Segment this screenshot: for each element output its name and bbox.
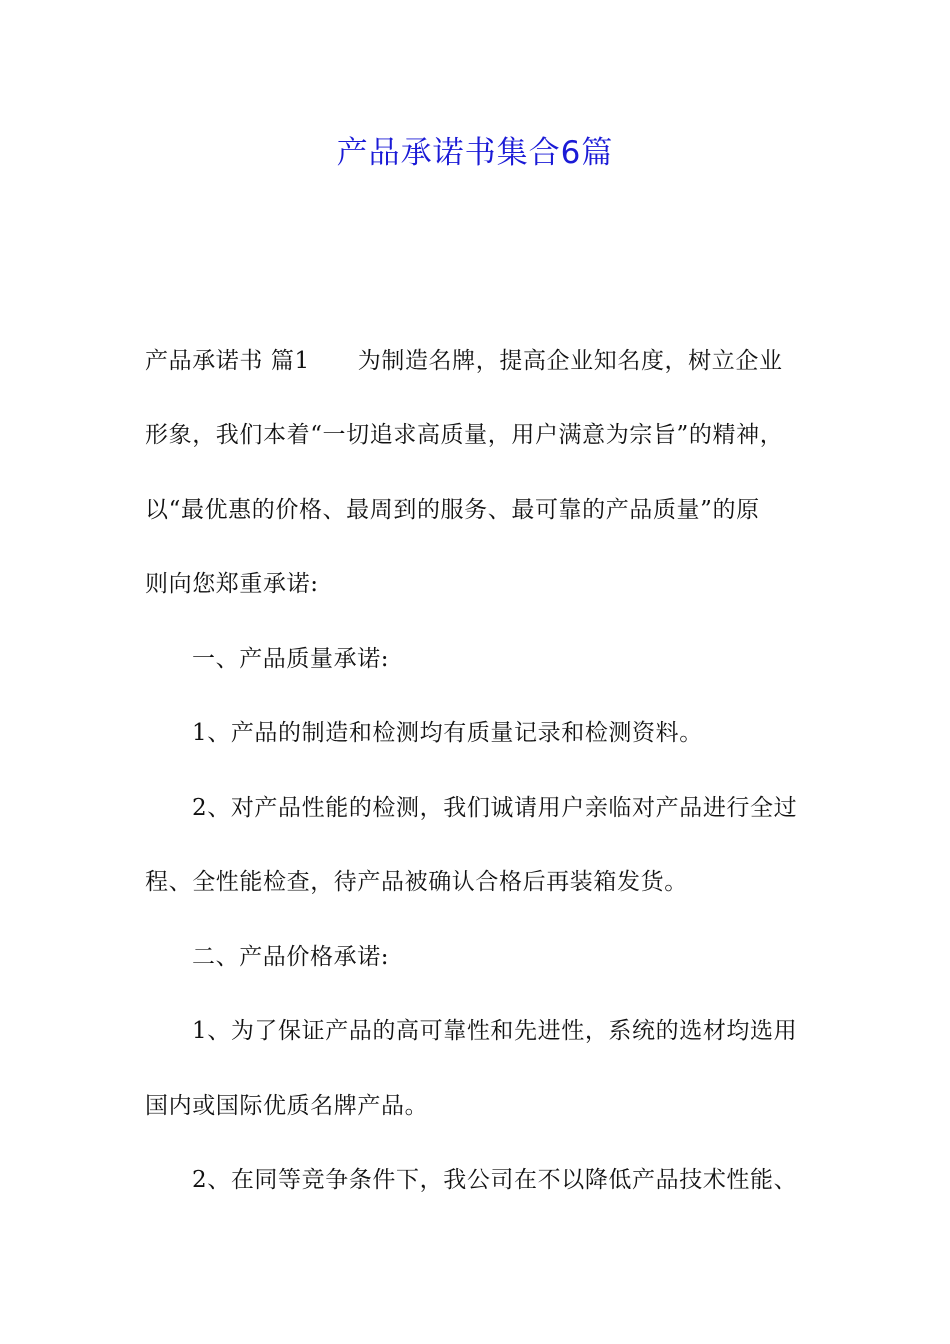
document-title: 产品承诺书集合6篇 [336,135,614,171]
paragraph-line-3: 以“最优惠的价格、最周到的服务、最可靠的产品质量”的原 [145,497,760,523]
paragraph-line-5: 1、产品的制造和检测均有质量记录和检测资料。 [192,720,703,746]
paragraph-line-6: 2、对产品性能的检测，我们诚请用户亲临对产品进行全过 [192,795,798,821]
paragraph-line-8: 1、为了保证产品的高可靠性和先进性，系统的选材均选用 [192,1018,798,1044]
paragraph-line-7: 程、全性能检查，待产品被确认合格后再装箱发货。 [145,869,688,895]
section-heading-price: 二、产品价格承诺: [192,944,390,970]
paragraph-text: 为制造名牌，提高企业知名度，树立企业 [357,348,783,374]
paragraph-line-2: 形象，我们本着“一切追求高质量，用户满意为宗旨”的精神， [145,422,784,448]
paragraph-line-9: 国内或国际优质名牌产品。 [145,1093,429,1119]
paragraph-line-1 [145,344,825,378]
paragraph-line-4: 则向您郑重承诺: [145,571,319,597]
section-heading-quality: 一、产品质量承诺: [192,646,390,672]
section-heading: 产品承诺书 篇1 [145,348,310,374]
paragraph-line-10: 2、在同等竞争条件下，我公司在不以降低产品技术性能、 [192,1167,798,1193]
